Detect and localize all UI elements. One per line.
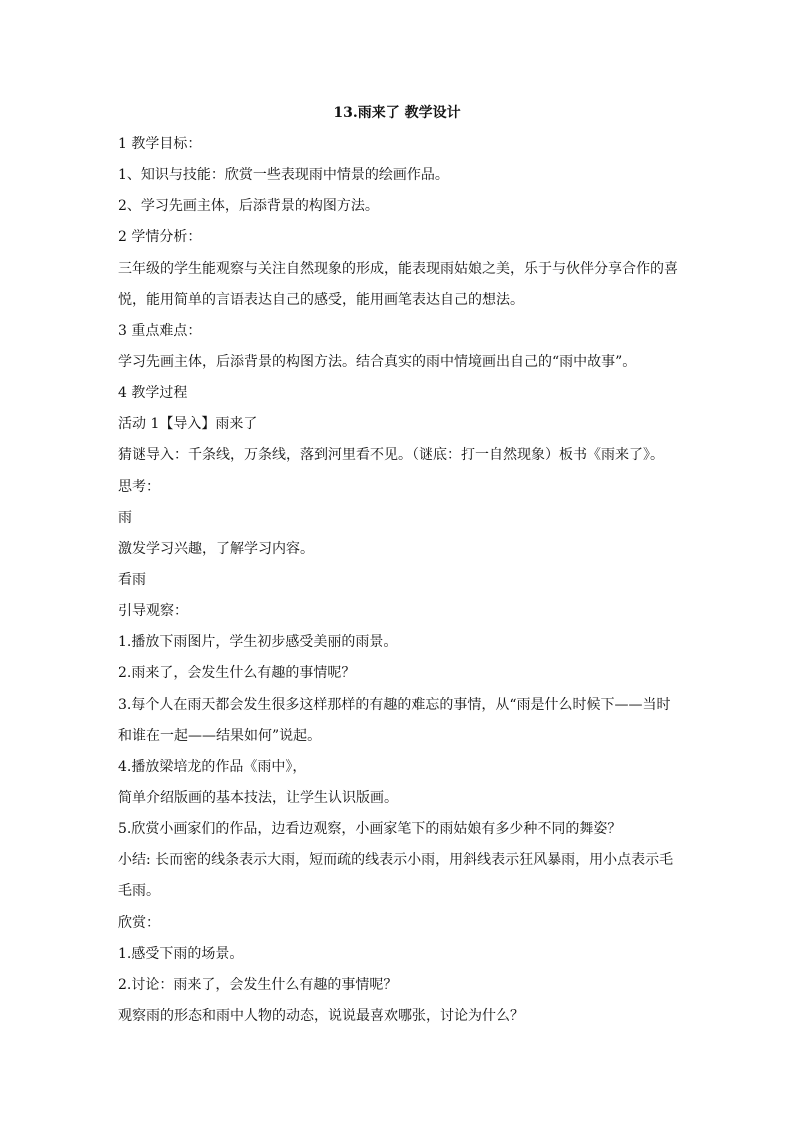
paragraph-line: 简单介绍版画的基本技法，让学生认识版画。 [118,790,398,806]
section-heading-key-points: 3 重点难点： [118,323,202,339]
list-item: 4.播放梁培龙的作品《雨中》， [118,759,307,775]
paragraph-line: 悦，能用简单的言语表达自己的感受，能用画笔表达自己的想法。 [118,292,524,308]
paragraph-line: 欣赏： [118,915,160,931]
list-item: 1.播放下雨图片，学生初步感受美丽的雨景。 [118,634,398,650]
list-item: 3.每个人在雨天都会发生很多这样那样的有趣的难忘的事情，从“雨是什么时候下——当时 [118,697,671,713]
section-heading-analysis: 2 学情分析： [118,229,202,245]
paragraph-line: 引导观察： [118,603,188,619]
section-heading-process: 4 教学过程 [118,385,188,401]
document-title: 13.雨来了 教学设计 [333,105,461,121]
activity-heading: 活动 1【导入】雨来了 [118,416,258,432]
section-heading-objectives: 1 教学目标： [118,136,202,152]
paragraph-line: 学习先画主体，后添背景的构图方法。结合真实的雨中情境画出自己的“雨中故事”。 [118,354,637,370]
paragraph-line: 毛雨。 [118,883,160,899]
list-item: 1.感受下雨的场景。 [118,946,244,962]
list-item: 5.欣赏小画家们的作品，边看边观察，小画家笔下的雨姑娘有多少种不同的舞姿？ [118,821,622,837]
paragraph-line: 三年级的学生能观察与关注自然现象的形成，能表现雨姑娘之美，乐于与伙伴分享合作的喜 [118,261,678,277]
paragraph-line: 猜谜导入：千条线，万条线，落到河里看不见。（谜底：打一自然现象）板书《雨来了》。 [118,447,664,463]
paragraph-line: 思考： [118,479,160,495]
paragraph-line: 和谁在一起——结果如何”说起。 [118,728,322,744]
paragraph-line: 观察雨的形态和雨中人物的动态，说说最喜欢哪张，讨论为什么？ [118,1008,524,1024]
paragraph-line: 看雨 [118,572,146,588]
list-item: 2.讨论：雨来了，会发生什么有趣的事情呢？ [118,977,398,993]
paragraph-line: 1、知识与技能：欣赏一些表现雨中情景的绘画作品。 [118,167,449,183]
paragraph-line: 雨 [118,510,132,526]
list-item: 2.雨来了，会发生什么有趣的事情呢？ [118,665,356,681]
paragraph-line: 激发学习兴趣，了解学习内容。 [118,541,314,557]
paragraph-line: 2、学习先画主体，后添背景的构图方法。 [118,198,379,214]
paragraph-line: 小结: 长而密的线条表示大雨，短而疏的线表示小雨，用斜线表示狂风暴雨，用小点表示毛 [118,852,674,868]
